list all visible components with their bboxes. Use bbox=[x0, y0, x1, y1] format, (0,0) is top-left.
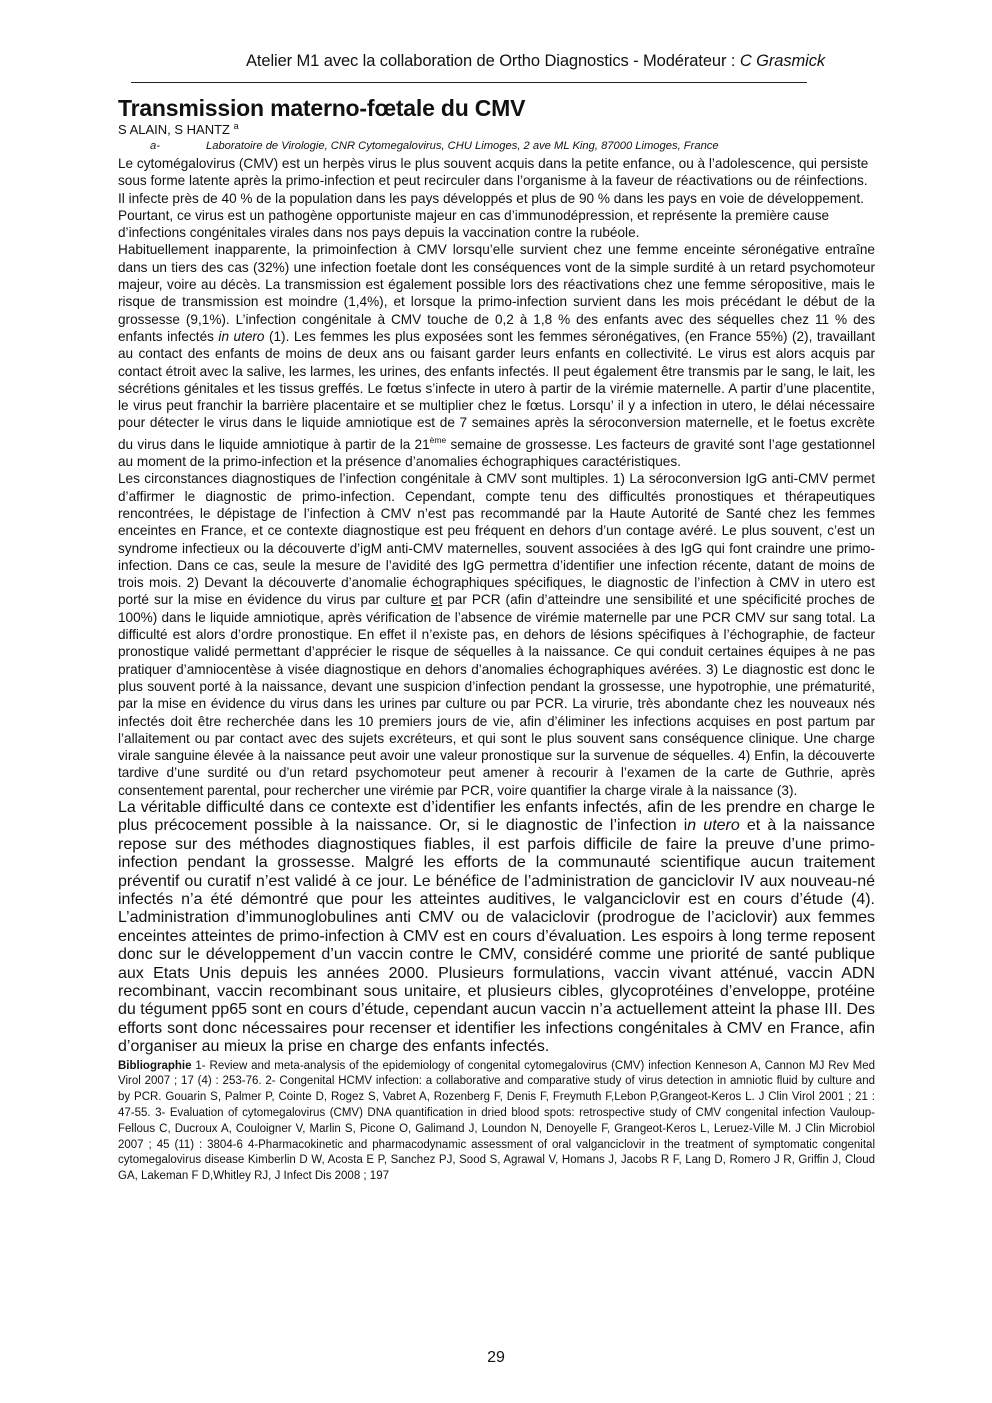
affiliation-tag: a- bbox=[150, 140, 160, 152]
p2-superscript: ème bbox=[429, 434, 447, 445]
p4-part1: La véritable difficulté dans ce contexte est d’identifier les enfants infectés, afin de les prendre en charge le plus précocement possible à la naissance. Or, si le diagnostic de l’infection i bbox=[118, 798, 875, 835]
header-text: Atelier M1 avec la collaboration de Ortho Diagnostics - Modérateur : bbox=[245, 52, 740, 70]
header-moderator: C Grasmick bbox=[739, 52, 825, 70]
paragraph-treatment bbox=[118, 799, 875, 1057]
article-authors bbox=[118, 121, 239, 137]
article-affiliation bbox=[150, 140, 719, 152]
p2-italic: in utero bbox=[218, 328, 265, 344]
header-rule bbox=[131, 82, 807, 83]
p3-underline: et bbox=[430, 592, 443, 608]
paragraph-diagnosis bbox=[118, 470, 875, 799]
article-title: Transmission materno-fœtale du CMV bbox=[118, 95, 526, 121]
bibliography-label: Bibliographie bbox=[118, 1059, 192, 1072]
paragraph-transmission bbox=[118, 241, 875, 470]
page-number: 29 bbox=[487, 1349, 505, 1366]
p2-part3: semaine de grossesse. Les facteurs de gravité sont l’age gestationnel au moment de la primo-infection et la présence d’anomalies échographiques caractéristiques. bbox=[118, 436, 876, 470]
authors-affiliation-mark: a bbox=[233, 121, 239, 131]
p2-part1: Habituellement inapparente, la primoinfection à CMV lorsqu’elle survient chez une femme enceinte séronégative entraîne dans un tiers des cas (32%) une infection foetale dont les conséquences vont de la simple surdité à un retard psychomoteur majeur, voire au décès. La transmission est également possible lors des réactivations chez une femme séropositive, mais le risque de transmission est moindre (1,4%), et lorsque la primo-infection survient dans les mois précédant le début de la grossesse (9,1%). L’infection congénitale à CMV touche de 0,2 à 1,8 % des enfants avec des séquelles chez 11 % des enfants infectés bbox=[118, 242, 875, 344]
bibliography bbox=[118, 1059, 875, 1185]
p3-part2: par PCR (afin d’atteindre une sensibilité et une spécificité proches de 100%) dans le liquide amniotique, après vérification de l’absence de virémie maternelle par une PCR CMV sur sang total. La difficulté est alors d’ordre pronostique. En effet il n’existe pas, en dehors de lésions spécifiques à l’échographie, de facteur pronostique validé permettant d’apprécier le risque de séquelles à la naissance. Ce qui conduit certaines équipes à ne pas pratiquer d’amniocentèse à visée diagnostique en dehors d’anomalies échographiques avérées. 3) Le diagnostic est donc le plus souvent porté à la naissance, devant une suspicion d’infection pendant la grossesse, une hypotrophie, une prématurité, par la mise en évidence du virus dans les urines par culture ou par PCR. La virurie, très abondante chez les nouveaux nés infectés doit être recherchée dans les 10 premiers jours de vie, afin d’éliminer les infections acquises en post partum par l’allaitement ou par contact avec des sujets excréteurs, et qui sont le plus souvent sans conséquence clinique. Une charge virale sanguine élevée à la naissance peut avoir une valeur pronostique sur la survenue de séquelles. 4) Enfin, la découverte tardive d’une surdité ou d’un retard psychomoteur peut amener à recourir à l’examen de la carte de Guthrie, après consentement parental, pour rechercher une virémie par PCR, voire quantifier la charge virale à la naissance (3). bbox=[118, 592, 875, 798]
p4-italic: n utero bbox=[687, 817, 740, 835]
p3-part1: Les circonstances diagnostiques de l’infection congénitale à CMV sont multiples. 1) La séroconversion IgG anti-CMV permet d’affirmer le diagnostic de primo-infection. Cependant, compte tenu des difficultés pronostiques et thérapeutiques rencontrées, le dépistage de l’infection à CMV n’est pas recommandé par la Haute Autorité de Santé chez les femmes enceintes en France, et ce contexte diagnostique est peu fréquent en dehors d’un contage avéré. Le plus souvent, c’est un syndrome infectieux ou la découverte d’igM anti-CMV maternelles, souvent associées à des IgG qui font craindre une primo-infection. Dans ce cas, seule la mesure de l’avidité des IgG permettra d’identifier une infection récente, datant de moins de trois mois. 2) Devant la découverte d’anomalie échographiques spécifiques, le diagnostic de l’infection à CMV in utero est porté sur la mise en évidence du virus par culture bbox=[118, 471, 875, 608]
running-header bbox=[120, 52, 825, 71]
bibliography-text: 1- Review and meta-analysis of the epidemiology of congenital cytomegalovirus (CMV) infection Kenneson A, Cannon MJ Rev Med Virol 2007 ; 17 (4) : 253-76. 2- Congenital HCMV infection: a collaborative and comparative study of virus detection in amniotic fluid by culture and by PCR. Gouarin S, Palmer P, Cointe D, Rogez S, Vabret A, Rozenberg F, Denis F, Freymuth F,Lebon P,Grangeot-Keros L. J Clin Virol 2001 ; 21 : 47-55. 3- Evaluation of cytomegalovirus (CMV) DNA quantification in dried blood spots: retrospective study of CMV congenital infection Vauloup-Fellous C, Ducroux A, Couloigner V, Marlin S, Picone O, Galimand J, Loundon N, Denoyelle F, Grangeot-Keros L, Leruez-Ville M. J Clin Microbiol 2007 ; 45 (11) : 3804-6 4-Pharmacokinetic and pharmacodynamic assessment of oral valganciclovir in the treatment of symptomatic congenital cytomegalovirus disease Kimberlin D W, Acosta E P, Sanchez PJ, Sood S, Agrawal V, Homans J, Jacobs R F, Lang D, Romero J R, Griffin J, Cloud GA, Lakeman F D,Whitley RJ, J Infect Dis 2008 ; 197 bbox=[118, 1059, 875, 1183]
affiliation-text: Laboratoire de Virologie, CNR Cytomegalovirus, CHU Limoges, 2 ave ML King, 87000 Limoges, France bbox=[206, 140, 719, 152]
paragraph-intro: Le cytomégalovirus (CMV) est un herpès virus le plus souvent acquis dans la petite enfance, ou à l’adolescence, qui persiste sous forme latente après la primo-infection et peut recirculer dans l’organisme à la faveur de réactivations ou de réinfections. Il infecte près de 40 % de la population dans les pays développés et plus de 90 % dans les pays en voie de développement. Pourtant, ce virus est un pathogène opportuniste majeur en cas d’immunodépression, et représente la première cause d’infections congénitales virales dans nos pays depuis la vaccination contre la rubéole. bbox=[118, 156, 869, 241]
p2-part2: (1). Les femmes les plus exposées sont les femmes séronégatives, (en France 55%) (2), travaillant au contact des enfants de moins de deux ans ou faisant garder leurs enfants en collectivité. Le virus est alors acquis par contact étroit avec la salive, les larmes, les urines, des enfants infectés. Il peut également être transmis par le sang, le lait, les sécrétions génitales et les tissus greffés. Le fœtus s’infecte in utero à partir de la virémie maternelle. A partir d’une placentite, le virus peut franchir la barrière placentaire et se multiplier chez le fœtus. Lorsqu’ il y a infection in utero, le délai nécessaire pour détecter le virus dans le liquide amniotique est de 7 semaines après la séroconversion maternelle, et le foetus excrète du virus dans le liquide amniotique à partir de la 21 bbox=[118, 328, 876, 452]
article-body bbox=[118, 155, 875, 1185]
p4-part2: et à la naissance repose sur des méthodes diagnostiques fiables, il est parfois difficile de faire la preuve d’une primo-infection pendant la grossesse. Malgré les efforts de la communauté scientifique aucun traitement préventif ou curatif n’est validé à ce jour. Le bénéfice de l’administration de ganciclovir IV aux nouveau-né infectés n’a été démontré que pour les atteintes auditives, le valganciclovir est en cours d’étude (4). L’administration d’immunoglobulines anti CMV ou de valaciclovir (prodrogue de l’aciclovir) aux femmes enceintes atteintes de primo-infection à CMV est en cours d’évaluation. Les espoirs à long terme reposent donc sur le développement d’un vaccin contre le CMV, considéré comme une priorité de santé publique aux Etats Unis depuis les années 2000. Plusieurs formulations, vaccin vivant atténué, vaccin ADN recombinant, vaccin recombinant sous unitaire, et plusieurs cibles, glycoprotéines d’enveloppe, protéine du tégument pp65 sont en cours d’étude, cependant aucun vaccin n’a actuellement atteint la phase III. Des efforts sont donc nécessaires pour recenser et identifier les infections congénitales à CMV en France, afin d’organiser au mieux la prise en charge des enfants infectés. bbox=[118, 817, 876, 1056]
authors-names: S ALAIN, S HANTZ bbox=[118, 122, 230, 137]
